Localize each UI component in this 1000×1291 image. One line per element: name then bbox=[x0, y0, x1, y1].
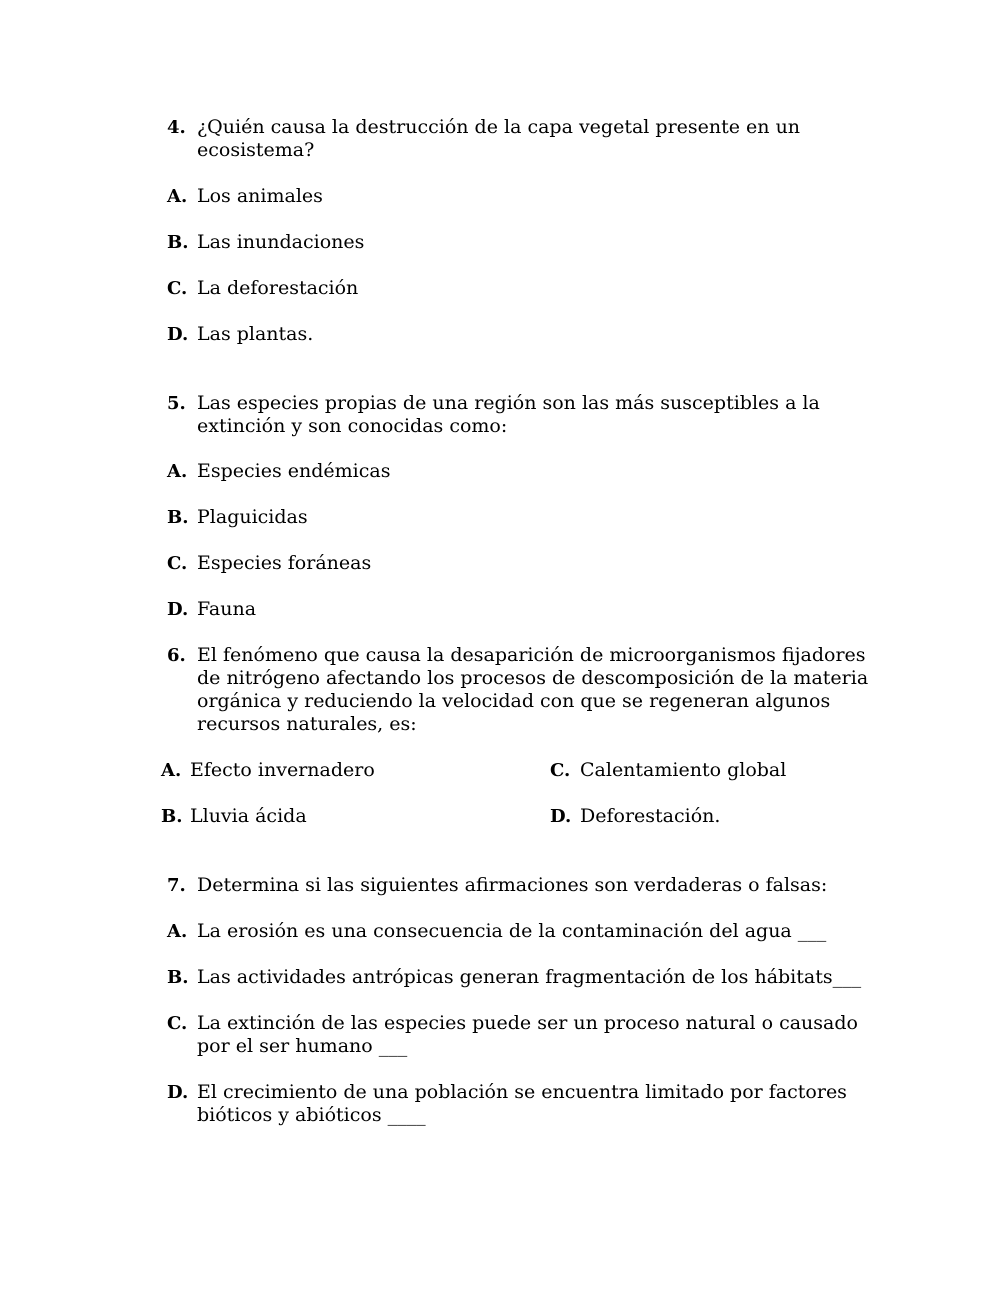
option-letter: B. bbox=[167, 507, 189, 528]
statement-letter: C. bbox=[167, 1013, 188, 1034]
statement-text bbox=[197, 1012, 858, 1058]
option-text: Plaguicidas bbox=[197, 506, 308, 528]
option-letter: C. bbox=[167, 553, 188, 574]
statement-text bbox=[197, 920, 826, 943]
question-text bbox=[197, 644, 868, 736]
question-number: 6. bbox=[167, 645, 186, 666]
option-text: Efecto invernadero bbox=[190, 759, 375, 781]
statement-letter: D. bbox=[167, 1082, 189, 1103]
option-letter: D. bbox=[550, 806, 572, 827]
option-text: Deforestación. bbox=[580, 805, 721, 827]
statement-letter: A. bbox=[167, 921, 188, 942]
question-line: Las especies propias de una región son las más susceptibles a la bbox=[197, 392, 820, 414]
question-text bbox=[197, 116, 800, 162]
option-letter: C. bbox=[167, 278, 188, 299]
question-line: ecosistema? bbox=[197, 139, 315, 161]
statement-line: por el ser humano ___ bbox=[197, 1035, 408, 1057]
question-line: El fenómeno que causa la desaparición de microorganismos fijadores bbox=[197, 644, 866, 666]
option-text: Los animales bbox=[197, 185, 323, 207]
option-letter: A. bbox=[161, 760, 182, 781]
question-line: orgánica y reduciendo la velocidad con que se regeneran algunos bbox=[197, 690, 831, 712]
option-text: Las plantas. bbox=[197, 323, 314, 345]
question-line: Determina si las siguientes afirmaciones son verdaderas o falsas: bbox=[197, 874, 828, 896]
option-text: Lluvia ácida bbox=[190, 805, 307, 827]
option-letter: A. bbox=[167, 186, 188, 207]
option-letter: D. bbox=[167, 599, 189, 620]
statement-line: La erosión es una consecuencia de la contaminación del agua ___ bbox=[197, 920, 827, 942]
question-line: de nitrógeno afectando los procesos de descomposición de la materia bbox=[197, 667, 869, 689]
question-line: recursos naturales, es: bbox=[197, 713, 417, 735]
option-letter: A. bbox=[167, 461, 188, 482]
statement-line: bióticos y abióticos ____ bbox=[197, 1104, 426, 1126]
option-text: Las inundaciones bbox=[197, 231, 365, 253]
question-line: ¿Quién causa la destrucción de la capa vegetal presente en un bbox=[197, 116, 801, 138]
statement-line: La extinción de las especies puede ser un proceso natural o causado bbox=[197, 1012, 858, 1034]
question-number: 5. bbox=[167, 393, 186, 414]
statement-letter: B. bbox=[167, 967, 189, 988]
question-line: extinción y son conocidas como: bbox=[197, 415, 508, 437]
statement-text bbox=[197, 1081, 847, 1127]
option-text: Fauna bbox=[197, 598, 257, 620]
option-letter: B. bbox=[167, 232, 189, 253]
statement-line: Las actividades antrópicas generan fragmentación de los hábitats___ bbox=[197, 966, 862, 988]
statement-line: El crecimiento de una población se encuentra limitado por factores bbox=[197, 1081, 847, 1103]
question-number: 7. bbox=[167, 875, 186, 896]
option-text: Especies foráneas bbox=[197, 552, 372, 574]
statement-text bbox=[197, 966, 861, 989]
option-letter: C. bbox=[550, 760, 571, 781]
option-letter: D. bbox=[167, 324, 189, 345]
option-letter: B. bbox=[161, 806, 183, 827]
question-text bbox=[197, 392, 820, 438]
option-text: La deforestación bbox=[197, 277, 359, 299]
option-text: Calentamiento global bbox=[580, 759, 787, 781]
option-text: Especies endémicas bbox=[197, 460, 391, 482]
question-number: 4. bbox=[167, 117, 186, 138]
